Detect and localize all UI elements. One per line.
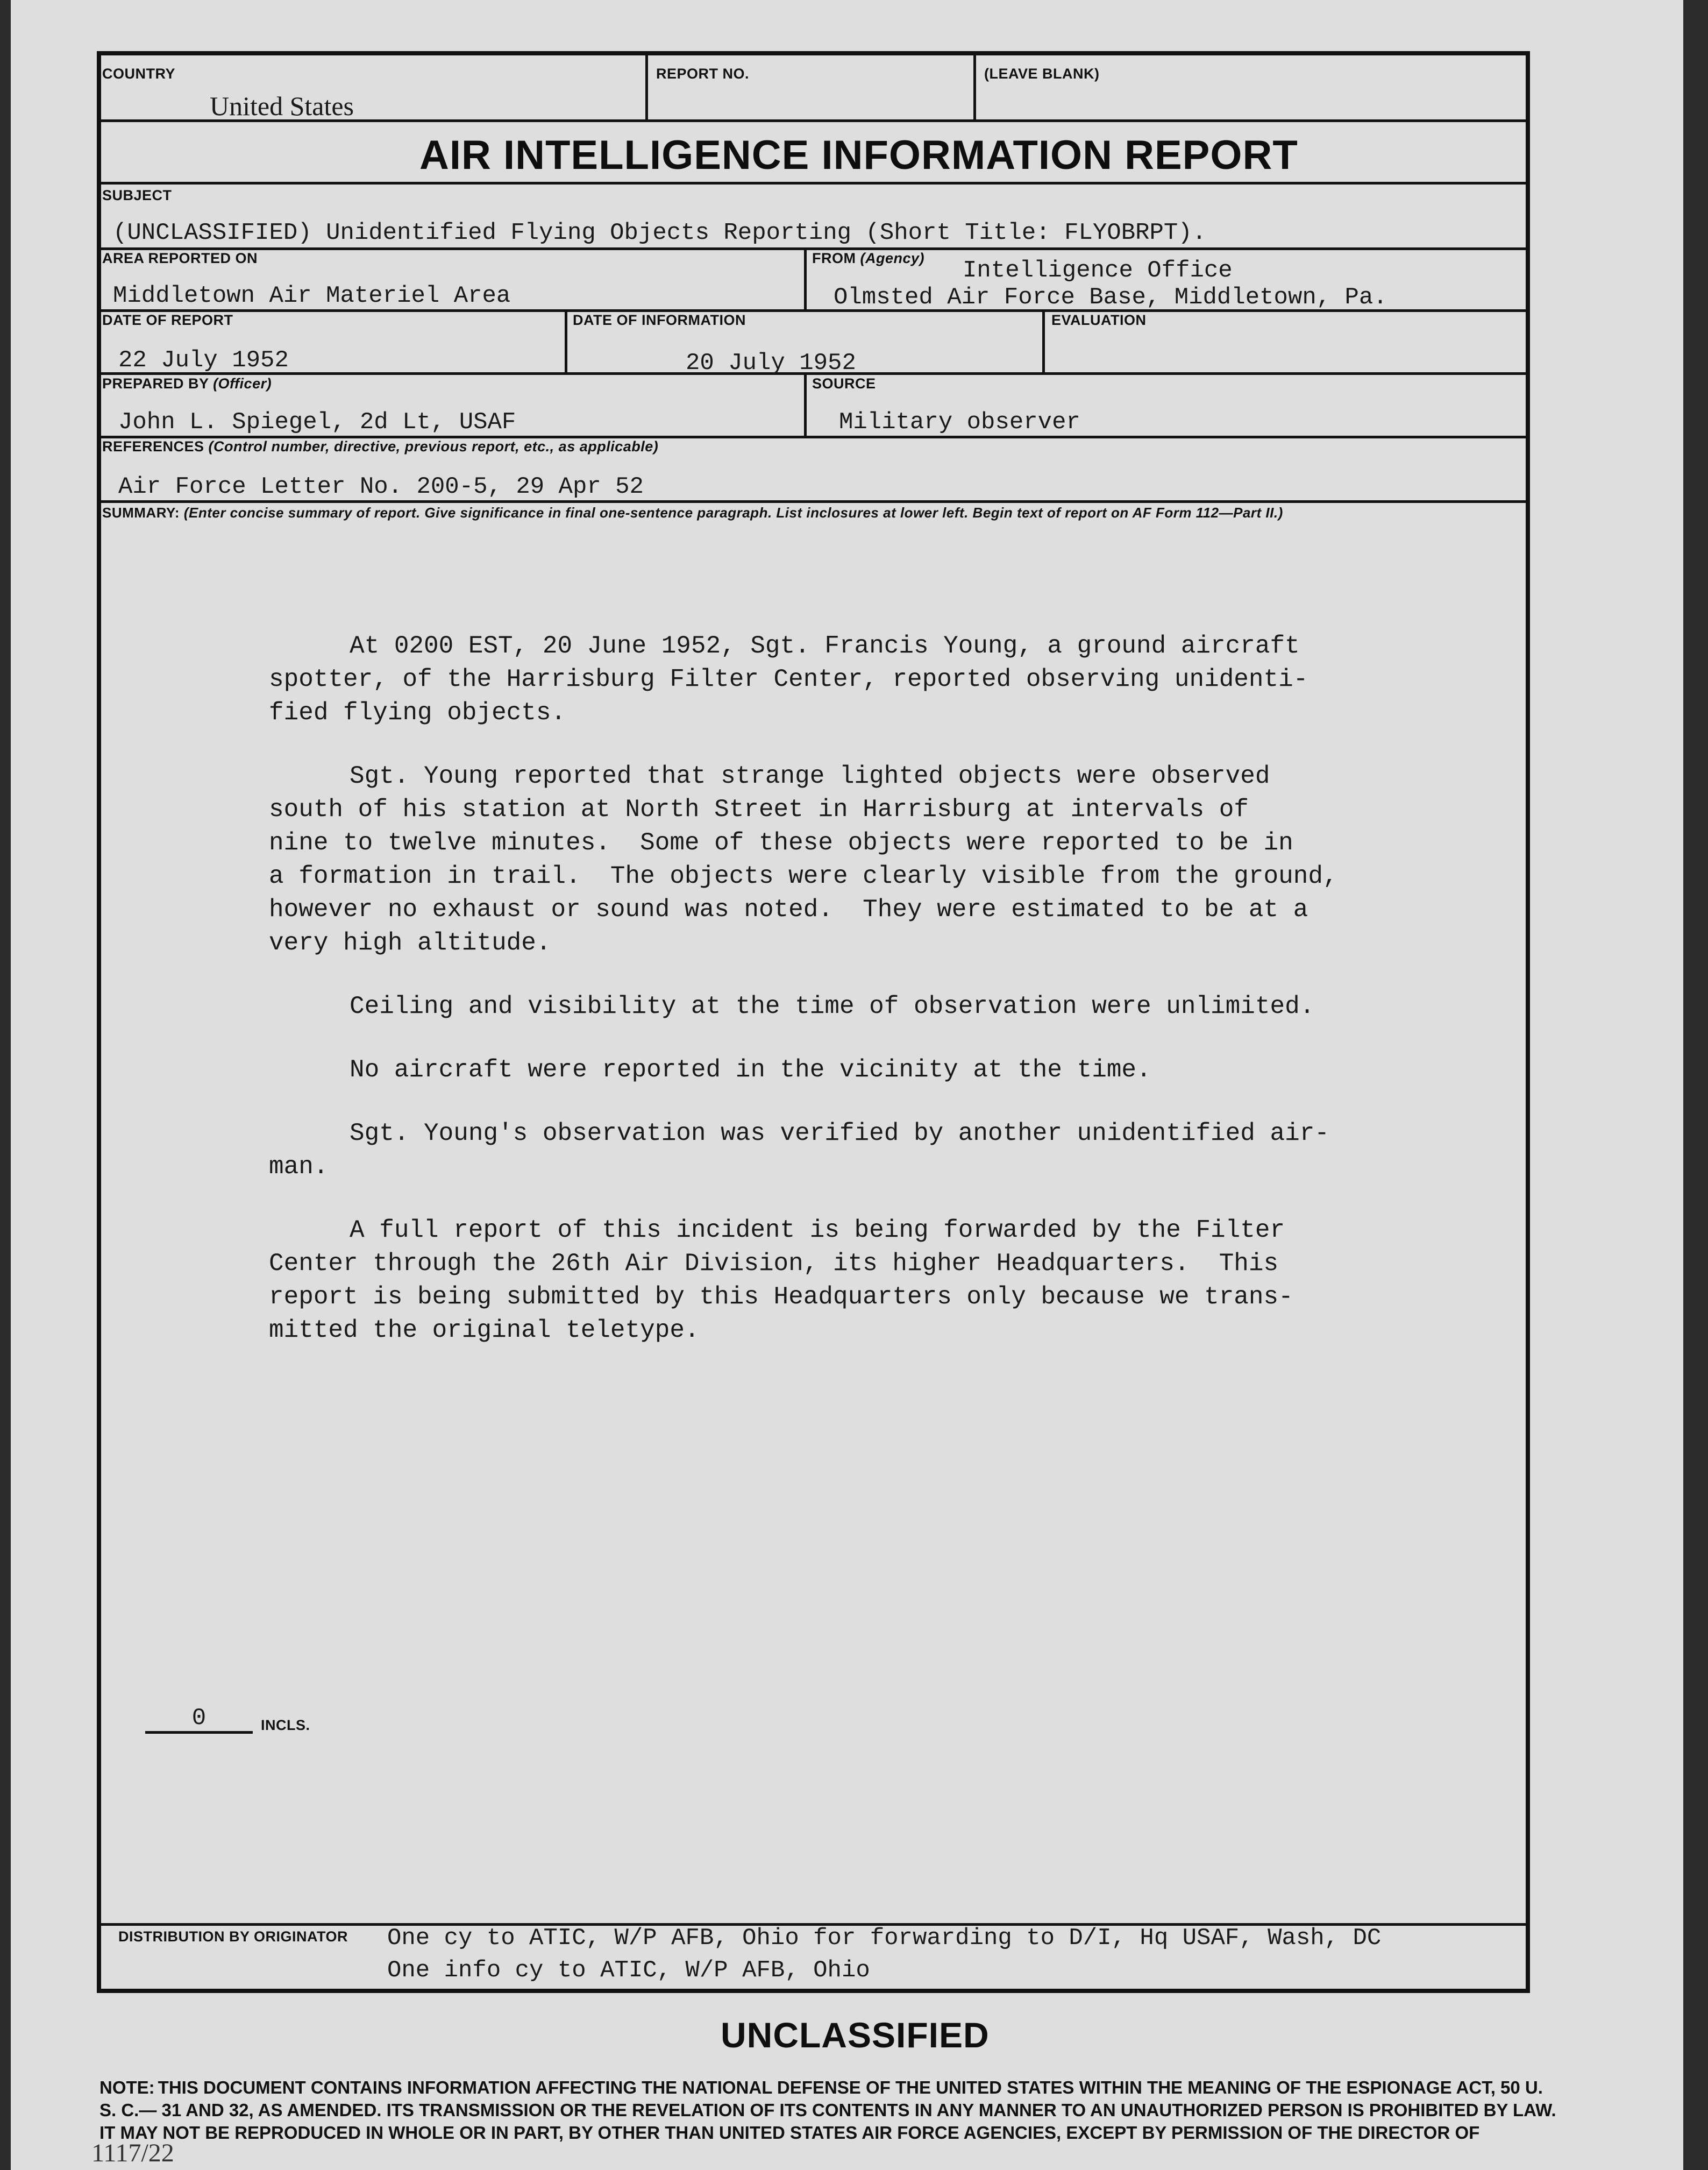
summary-label xyxy=(102,505,1283,521)
area-value: Middletown Air Materiel Area xyxy=(113,282,511,309)
date-of-information-label: DATE OF INFORMATION xyxy=(573,312,746,328)
subject-label: SUBJECT xyxy=(102,187,172,203)
distribution-line2: One info cy to ATIC, W/P AFB, Ohio xyxy=(387,1957,870,1984)
from-label-agency: (Agency) xyxy=(860,250,925,266)
date-of-report-label: DATE OF REPORT xyxy=(102,312,233,328)
country-label: COUNTRY xyxy=(102,66,175,82)
distribution-label: DISTRIBUTION BY ORIGINATOR xyxy=(118,1928,348,1945)
from-line1: Intelligence Office xyxy=(963,257,1233,284)
divider xyxy=(97,500,1530,503)
references-value: Air Force Letter No. 200-5, 29 Apr 52 xyxy=(118,473,644,500)
divider xyxy=(645,51,648,121)
report-title: AIR INTELLIGENCE INFORMATION REPORT xyxy=(419,132,1298,178)
references-label-detail: (Control number, directive, previous report, etc., as applicable) xyxy=(208,438,659,455)
from-label-text: FROM xyxy=(812,250,856,266)
divider xyxy=(565,309,567,374)
body-paragraph: Sgt. Young's observation was verified by another unidentified air- man. xyxy=(269,1119,1329,1181)
source-value: Military observer xyxy=(839,409,1080,436)
leave-blank-label: (LEAVE BLANK) xyxy=(984,66,1100,82)
summary-label-text: SUMMARY: xyxy=(102,505,180,521)
report-body xyxy=(269,629,1463,1377)
date-of-report-value: 22 July 1952 xyxy=(118,347,289,374)
from-label xyxy=(812,250,924,267)
references-label-text: REFERENCES xyxy=(102,438,204,455)
divider xyxy=(804,372,807,437)
handwritten-margin-note: 1117/22 xyxy=(91,2139,174,2167)
from-line2: Olmsted Air Force Base, Middletown, Pa. xyxy=(834,284,1387,311)
body-paragraph: Sgt. Young reported that strange lighted objects were observed south of his station at North Street in Harrisburg at intervals of nine to twelve minutes. Some of these objects were reported to be in a formation in trail. The objects were clearly visible from the ground, however no exhaust or sound was noted. They were estimated to be at a very high altitude. xyxy=(269,762,1338,957)
source-label: SOURCE xyxy=(812,375,876,392)
body-paragraph: No aircraft were reported in the vicinity at the time. xyxy=(350,1056,1151,1084)
prepared-by-label-text: PREPARED BY xyxy=(102,375,209,392)
prepared-by-label xyxy=(102,375,272,392)
divider xyxy=(1042,309,1045,374)
inclosures-count: 0 xyxy=(145,1705,253,1734)
evaluation-label: EVALUATION xyxy=(1051,312,1147,328)
body-paragraph: At 0200 EST, 20 June 1952, Sgt. Francis Young, a ground aircraft spotter, of the Harrisburg Filter Center, reported observing unidenti- fied flying objects. xyxy=(269,632,1308,727)
country-value: United States xyxy=(210,91,354,121)
subject-value: (UNCLASSIFIED) Unidentified Flying Objects Reporting (Short Title: FLYOBRPT). xyxy=(113,219,1207,246)
summary-instructions: (Enter concise summary of report. Give significance in final one-sentence paragraph. List inclosures at lower left. Begin text of report on AF Form 112—Part II.) xyxy=(183,505,1283,521)
prepared-by-label-officer: (Officer) xyxy=(213,375,272,392)
inclosures-label: INCLS. xyxy=(261,1717,310,1733)
report-no-label: REPORT NO. xyxy=(656,66,750,82)
divider xyxy=(973,51,976,121)
classification-stamp: UNCLASSIFIED xyxy=(721,2015,990,2055)
prepared-by-value: John L. Spiegel, 2d Lt, USAF xyxy=(118,409,516,436)
distribution-line1: One cy to ATIC, W/P AFB, Ohio for forwarding to D/I, Hq USAF, Wash, DC xyxy=(387,1925,1382,1952)
body-paragraph: A full report of this incident is being forwarded by the Filter Center through the 26th Air Division, its higher Headquarters. This report is being submitted by this Headquarters only because we trans- mitted the original teletype. xyxy=(269,1216,1293,1344)
legal-footnote xyxy=(99,2076,1562,2144)
footnote-text: THIS DOCUMENT CONTAINS INFORMATION AFFECTING THE NATIONAL DEFENSE OF THE UNITED STATES WITHIN THE MEANING OF THE ESPIONAGE ACT, 50 U. S. C.— 31 AND 32, AS AMENDED. ITS TRANSMISSION OR THE REVELATION OF ITS CONTENTS IN ANY MANNER TO AN UNAUTHORIZED PERSON IS PROHIBITED BY LAW. IT MAY NOT BE REPRODUCED IN WHOLE OR IN PART, BY OTHER THAN UNITED STATES AIR FORCE AGENCIES, EXCEPT BY PERMISSION OF THE DIRECTOR OF xyxy=(99,2077,1556,2143)
document-page xyxy=(11,0,1683,2170)
divider xyxy=(804,247,807,309)
area-label: AREA REPORTED ON xyxy=(102,250,258,266)
date-of-information-value: 20 July 1952 xyxy=(686,350,856,377)
references-label xyxy=(102,438,658,455)
divider xyxy=(97,182,1530,185)
footnote-note-label: NOTE: xyxy=(99,2077,155,2097)
body-paragraph: Ceiling and visibility at the time of observation were unlimited. xyxy=(350,992,1315,1020)
